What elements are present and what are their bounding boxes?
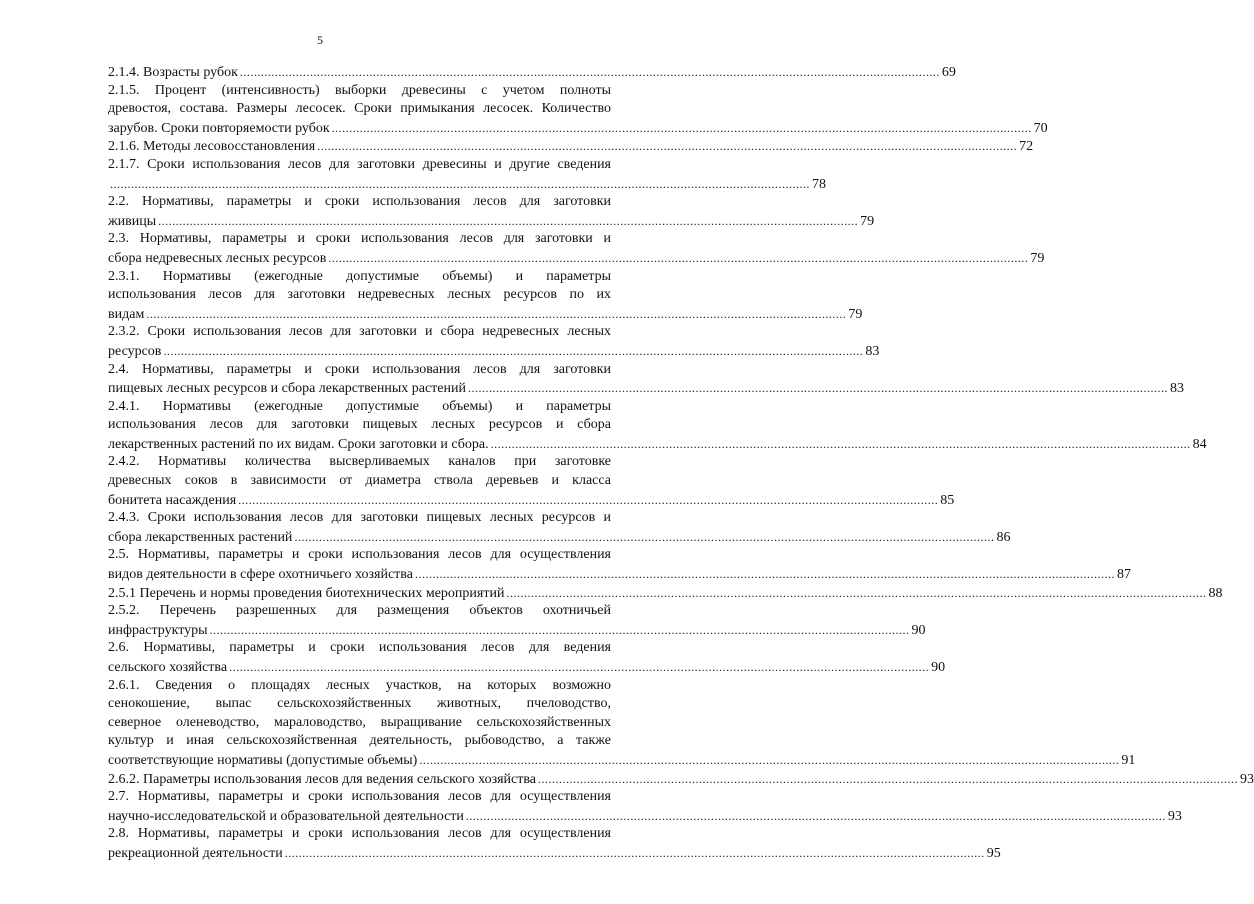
toc-entry-leader-line — [108, 175, 826, 194]
toc-page-number: 84 — [1192, 436, 1207, 452]
toc-entry-leader-line — [108, 379, 1184, 398]
toc-entry-line: 2.4.1. Нормативы (ежегодные допустимые объемы) и параметры — [108, 398, 611, 414]
toc-entry — [108, 230, 1045, 267]
toc-entry — [108, 63, 956, 82]
toc-entry-leader-line — [108, 491, 955, 510]
dot-leader: ........................................................................................................................................................................................................ — [331, 120, 1032, 135]
toc-entry — [108, 639, 946, 676]
toc-entry-title: 2.6.2. Параметры использования лесов для ведения сельского хозяйства — [108, 771, 537, 787]
dot-leader: ........................................................................................................................................................................................................ — [238, 492, 939, 507]
toc-page-number: 70 — [1033, 120, 1048, 136]
toc-page-number: 72 — [1019, 139, 1034, 155]
toc-entry-title: видов деятельности в сфере охотничьего хозяйства — [108, 567, 413, 583]
toc-page-number: 83 — [865, 343, 880, 359]
toc-entry-line: 2.1.5. Процент (интенсивность) выборки древесины с учетом полноты — [108, 82, 611, 98]
dot-leader: ........................................................................................................................................................................................................ — [468, 381, 1168, 396]
toc-entry-leader-line — [108, 119, 1048, 138]
toc-page-number: 83 — [1170, 381, 1184, 397]
toc-entry — [108, 509, 1011, 546]
toc-entry-line: 2.8. Нормативы, параметры и сроки использования лесов для осуществления — [108, 826, 611, 842]
toc-entry-line: сенокошение, выпас сельскохозяйственных животных, пчеловодство, — [108, 696, 611, 712]
toc-entry — [108, 323, 880, 360]
toc-entry — [108, 137, 1034, 156]
dot-leader: ........................................................................................................................................................................................................ — [158, 213, 859, 228]
toc-page-number: 79 — [1030, 250, 1045, 266]
toc-entry-line: культур и иная сельскохозяйственная деятельность, рыбоводство, а также — [108, 733, 611, 749]
toc-page-number: 90 — [931, 660, 946, 675]
toc-entry-leader-line — [108, 770, 1254, 789]
toc-entry — [108, 770, 1254, 789]
toc-entry-line: 2.3.1. Нормативы (ежегодные допустимые объемы) и параметры — [108, 268, 611, 284]
toc-entry-line: древесных соков в зависимости от диаметра ствола деревьев и класса — [108, 473, 611, 489]
dot-leader: ........................................................................................................................................................................................................ — [110, 176, 810, 191]
toc-entry — [108, 156, 826, 193]
toc-entry-leader-line — [108, 249, 1045, 268]
table-of-contents — [108, 63, 1254, 863]
dot-leader: ........................................................................................................................................................................................................ — [209, 622, 910, 637]
toc-entry-line: использования лесов для заготовки недревесных лесных ресурсов по их — [108, 287, 611, 303]
toc-entry — [108, 453, 955, 509]
toc-entry — [108, 602, 926, 639]
toc-entry-line: 2.1.7. Сроки использования лесов для заготовки древесины и другие сведения — [108, 156, 611, 172]
toc-entry-leader-line — [108, 435, 1207, 454]
page-number: 5 — [317, 33, 323, 47]
toc-entry-title: сбора недревесных лесных ресурсов — [108, 250, 327, 266]
toc-entry-line: использования лесов для заготовки пищевых лесных ресурсов и сбора — [108, 417, 611, 433]
toc-entry-leader-line — [108, 751, 1136, 770]
toc-entry-line: 2.3.2. Сроки использования лесов для заготовки и сбора недревесных лесных — [108, 324, 611, 340]
toc-page-number: 91 — [1121, 752, 1136, 768]
toc-page-number: 93 — [1167, 808, 1182, 824]
toc-entry-title: 2.5.1 Перечень и нормы проведения биотехнических мероприятий — [108, 585, 505, 601]
toc-entry-line: 2.3. Нормативы, параметры и сроки использования лесов для заготовки и — [108, 231, 611, 247]
toc-entry-title: 2.1.6. Методы лесовосстановления — [108, 139, 316, 155]
toc-page-number: 95 — [986, 845, 1001, 861]
toc-entry-title: зарубов. Сроки повторяемости рубок — [108, 120, 330, 136]
toc-entry — [108, 193, 875, 230]
toc-entry — [108, 825, 1001, 862]
dot-leader: ........................................................................................................................................................................................................ — [414, 567, 1115, 582]
toc-entry-leader-line — [108, 621, 926, 640]
toc-entry-line: 2.5.2. Перечень разрешенных для размещения объектов охотничьей — [108, 603, 611, 619]
toc-entry-leader-line — [108, 658, 946, 677]
toc-page-number: 69 — [941, 65, 956, 80]
toc-entry-line: 2.6.1. Сведения о площадях лесных участков, на которых возможно — [108, 677, 611, 693]
toc-entry-line: 2.4.3. Сроки использования лесов для заготовки пищевых лесных ресурсов и — [108, 510, 611, 526]
toc-entry-line: 2.5. Нормативы, параметры и сроки использования лесов для осуществления — [108, 547, 611, 563]
toc-entry-leader-line — [108, 584, 1223, 603]
toc-entry-title: ресурсов — [108, 343, 162, 359]
dot-leader: ........................................................................................................................................................................................................ — [284, 845, 985, 860]
toc-entry — [108, 788, 1182, 825]
toc-entry-line: 2.6. Нормативы, параметры и сроки использования лесов для ведения — [108, 640, 611, 656]
dot-leader: ........................................................................................................................................................................................................ — [490, 436, 1191, 451]
dot-leader: ........................................................................................................................................................................................................ — [239, 65, 940, 79]
toc-page-number: 86 — [996, 529, 1011, 545]
toc-entry-line: 2.2. Нормативы, параметры и сроки использования лесов для заготовки — [108, 194, 611, 210]
toc-entry-leader-line — [108, 342, 880, 361]
toc-entry — [108, 361, 1184, 398]
dot-leader: ........................................................................................................................................................................................................ — [538, 771, 1239, 786]
toc-entry-title: 2.1.4. Возрасты рубок — [108, 65, 238, 80]
toc-entry-leader-line — [108, 844, 1001, 863]
toc-entry — [108, 584, 1223, 603]
dot-leader: ........................................................................................................................................................................................................ — [465, 808, 1166, 823]
toc-page-number: 90 — [911, 622, 926, 638]
toc-entry-leader-line — [108, 807, 1182, 826]
dot-leader: ........................................................................................................................................................................................................ — [506, 585, 1207, 600]
toc-entry-title: рекреационной деятельности — [108, 845, 283, 861]
toc-entry-title: пищевых лесных ресурсов и сбора лекарственных растений — [108, 381, 466, 397]
toc-entry-leader-line — [108, 305, 863, 324]
toc-entry-title: инфраструктуры — [108, 622, 208, 638]
toc-page-number: 88 — [1208, 585, 1223, 601]
toc-entry — [108, 268, 863, 324]
toc-entry-leader-line — [108, 137, 1034, 156]
dot-leader: ........................................................................................................................................................................................................ — [294, 529, 995, 544]
toc-entry-leader-line — [108, 528, 1011, 547]
toc-entry-title: научно-исследовательской и образовательной деятельности — [108, 808, 464, 824]
toc-entry-title: соответствующие нормативы (допустимые объемы) — [108, 752, 418, 768]
toc-entry — [108, 398, 1207, 454]
toc-entry-leader-line — [108, 212, 875, 231]
toc-page-number: 93 — [1240, 771, 1254, 787]
dot-leader: ........................................................................................................................................................................................................ — [317, 139, 1018, 154]
toc-page-number: 87 — [1116, 567, 1131, 583]
toc-entry-title: бонитета насаждения — [108, 492, 237, 508]
toc-entry-line: 2.4. Нормативы, параметры и сроки использования лесов для заготовки — [108, 361, 611, 377]
dot-leader: ........................................................................................................................................................................................................ — [163, 343, 864, 358]
toc-entry — [108, 677, 1136, 770]
toc-page-number: 78 — [812, 176, 826, 192]
toc-page-number: 79 — [860, 213, 875, 229]
toc-entry-title: видам — [108, 306, 145, 322]
toc-entry-line: 2.7. Нормативы, параметры и сроки использования лесов для осуществления — [108, 789, 611, 805]
toc-entry-title: лекарственных растений по их видам. Сроки заготовки и сбора. — [108, 436, 489, 452]
toc-page-number: 79 — [848, 306, 863, 322]
dot-leader: ........................................................................................................................................................................................................ — [419, 752, 1120, 767]
toc-entry-line: 2.4.2. Нормативы количества высверливаемых каналов при заготовке — [108, 454, 611, 470]
toc-entry-title: живицы — [108, 213, 157, 229]
toc-entry-leader-line — [108, 63, 956, 82]
toc-page-number: 85 — [940, 492, 955, 508]
toc-entry — [108, 82, 1048, 138]
toc-entry-leader-line — [108, 565, 1131, 584]
toc-entry-title: сбора лекарственных растений — [108, 529, 293, 545]
toc-entry-line: северное оленеводство, мараловодство, выращивание сельскохозяйственных — [108, 714, 611, 730]
dot-leader: ........................................................................................................................................................................................................ — [328, 250, 1029, 265]
toc-entry — [108, 546, 1131, 583]
dot-leader: ........................................................................................................................................................................................................ — [146, 306, 847, 321]
toc-entry-title: сельского хозяйства — [108, 660, 228, 675]
dot-leader: ........................................................................................................................................................................................................ — [229, 660, 930, 674]
toc-entry-line: древостоя, состава. Размеры лесосек. Сроки примыкания лесосек. Количество — [108, 101, 611, 117]
